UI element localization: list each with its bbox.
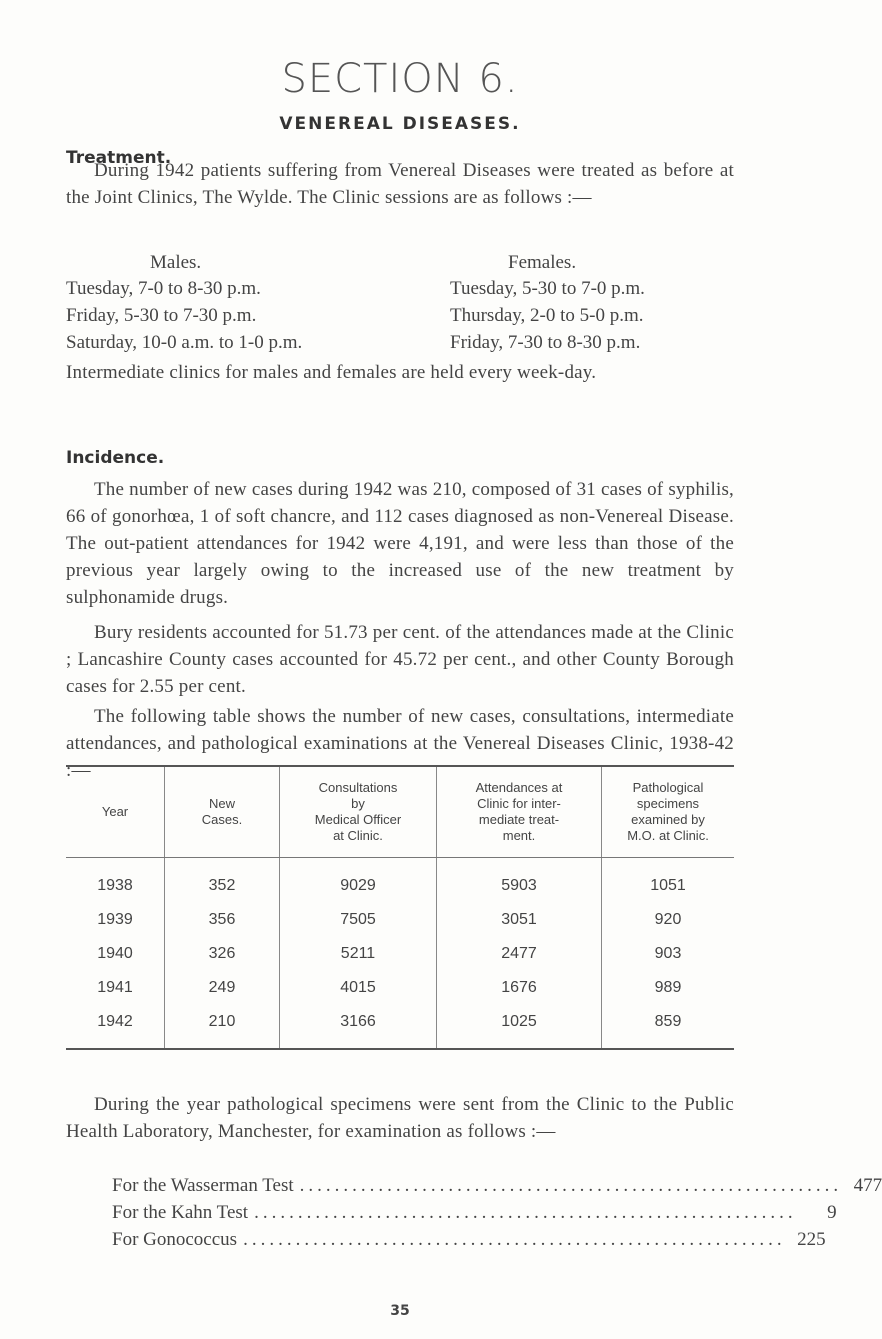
cell-attendances: 3051 [437, 903, 602, 937]
header-pathological: Pathological specimens examined by M.O. at Clinic. [602, 766, 735, 858]
females-session-3: Friday, 7-30 to 8-30 p.m. [450, 332, 641, 353]
leader-dots: .............................................................. [243, 1229, 786, 1250]
vd-clinic-table [66, 765, 734, 1050]
lab-item [112, 1175, 882, 1197]
incidence-paragraph-3: The following table shows the number of new cases, consultations, intermediate attendances, and pathological examinations at the Venereal Diseases Clinic, 1938-42 :— [66, 706, 734, 781]
cell-new-cases: 356 [165, 903, 280, 937]
treatment-heading: Treatment. [66, 148, 172, 168]
header-year: Year [66, 766, 165, 858]
lab-item-value: 9 [827, 1202, 837, 1223]
cell-pathological: 859 [602, 1005, 735, 1049]
males-session-3: Saturday, 10-0 a.m. to 1-0 p.m. [66, 332, 303, 353]
cell-year: 1942 [97, 1013, 133, 1030]
cell-consultations: 9029 [280, 858, 437, 904]
females-session-1: Tuesday, 5-30 to 7-0 p.m. [450, 278, 645, 299]
cell-year: 1940 [97, 945, 133, 962]
cell-consultations: 5211 [280, 937, 437, 971]
leader-dots: .............................................................. [299, 1175, 843, 1196]
cell-attendances: 1676 [437, 971, 602, 1005]
cell-consultations: 7505 [280, 903, 437, 937]
intermediate-clinics-text: Intermediate clinics for males and females are held every week-day. [66, 362, 597, 383]
table-row [66, 971, 734, 1005]
lab-item-label: For the Wasserman Test [112, 1175, 294, 1196]
incidence-heading: Incidence. [66, 448, 165, 468]
cell-pathological: 903 [602, 937, 735, 971]
lab-item-value: 477 [853, 1175, 882, 1196]
leader-dots: .............................................................. [254, 1202, 797, 1223]
males-session-2: Friday, 5-30 to 7-30 p.m. [66, 305, 257, 326]
cell-pathological: 920 [602, 903, 735, 937]
cell-attendances: 1025 [437, 1005, 602, 1049]
cell-new-cases: 249 [165, 971, 280, 1005]
males-heading: Males. [150, 252, 202, 273]
table-row [66, 903, 734, 937]
lab-item [112, 1202, 837, 1224]
lab-item [112, 1229, 826, 1251]
cell-attendances: 2477 [437, 937, 602, 971]
cell-new-cases: 210 [165, 1005, 280, 1049]
cell-year: 1938 [97, 877, 133, 894]
cell-pathological: 1051 [602, 858, 735, 904]
lab-item-value: 225 [797, 1229, 826, 1250]
cell-new-cases: 326 [165, 937, 280, 971]
males-session-1: Tuesday, 7-0 to 8-30 p.m. [66, 278, 261, 299]
lab-item-label: For the Kahn Test [112, 1202, 249, 1223]
females-heading: Females. [508, 252, 577, 273]
table-row [66, 937, 734, 971]
table-row [66, 858, 734, 904]
cell-attendances: 5903 [437, 858, 602, 904]
treatment-paragraph: During 1942 patients suffering from Venereal Diseases were treated as before at the Joint Clinics, The Wylde. The Clinic sessions are as follows :— [66, 160, 734, 208]
table-header-row [66, 766, 734, 858]
lab-paragraph: During the year pathological specimens were sent from the Clinic to the Public Health Laboratory, Manchester, for examination as follows :— [66, 1094, 734, 1142]
page-number: 35 [390, 1303, 410, 1319]
females-session-2: Thursday, 2-0 to 5-0 p.m. [450, 305, 644, 326]
incidence-paragraph-1: The number of new cases during 1942 was 210, composed of 31 cases of syphilis, 66 of gonorhœa, 1 of soft chancre, and 112 cases diagnosed as non-Venereal Disease. The out-patient attendances for 1942 were 4,191, and were less than those of the previous year largely owing to the increased use of the new treatment by sulphonamide drugs. [66, 479, 734, 608]
cell-year: 1939 [97, 911, 133, 928]
cell-year: 1941 [97, 979, 133, 996]
header-attendances: Attendances at Clinic for inter- mediate treat- ment. [437, 766, 602, 858]
cell-consultations: 3166 [280, 1005, 437, 1049]
lab-item-label: For Gonococcus [112, 1229, 238, 1250]
header-consultations: Consultations by Medical Officer at Clinic. [280, 766, 437, 858]
incidence-paragraph-2: Bury residents accounted for 51.73 per cent. of the attendances made at the Clinic ; Lancashire County cases accounted for 45.72 per cent., and other County Borough cases for 2.55 per cent. [66, 622, 734, 697]
header-new-cases: New Cases. [165, 766, 280, 858]
cell-pathological: 989 [602, 971, 735, 1005]
section-subtitle: VENEREAL DISEASES. [279, 114, 521, 134]
table-row [66, 1005, 734, 1049]
section-title: SECTION 6. [281, 56, 519, 102]
cell-new-cases: 352 [165, 858, 280, 904]
cell-consultations: 4015 [280, 971, 437, 1005]
